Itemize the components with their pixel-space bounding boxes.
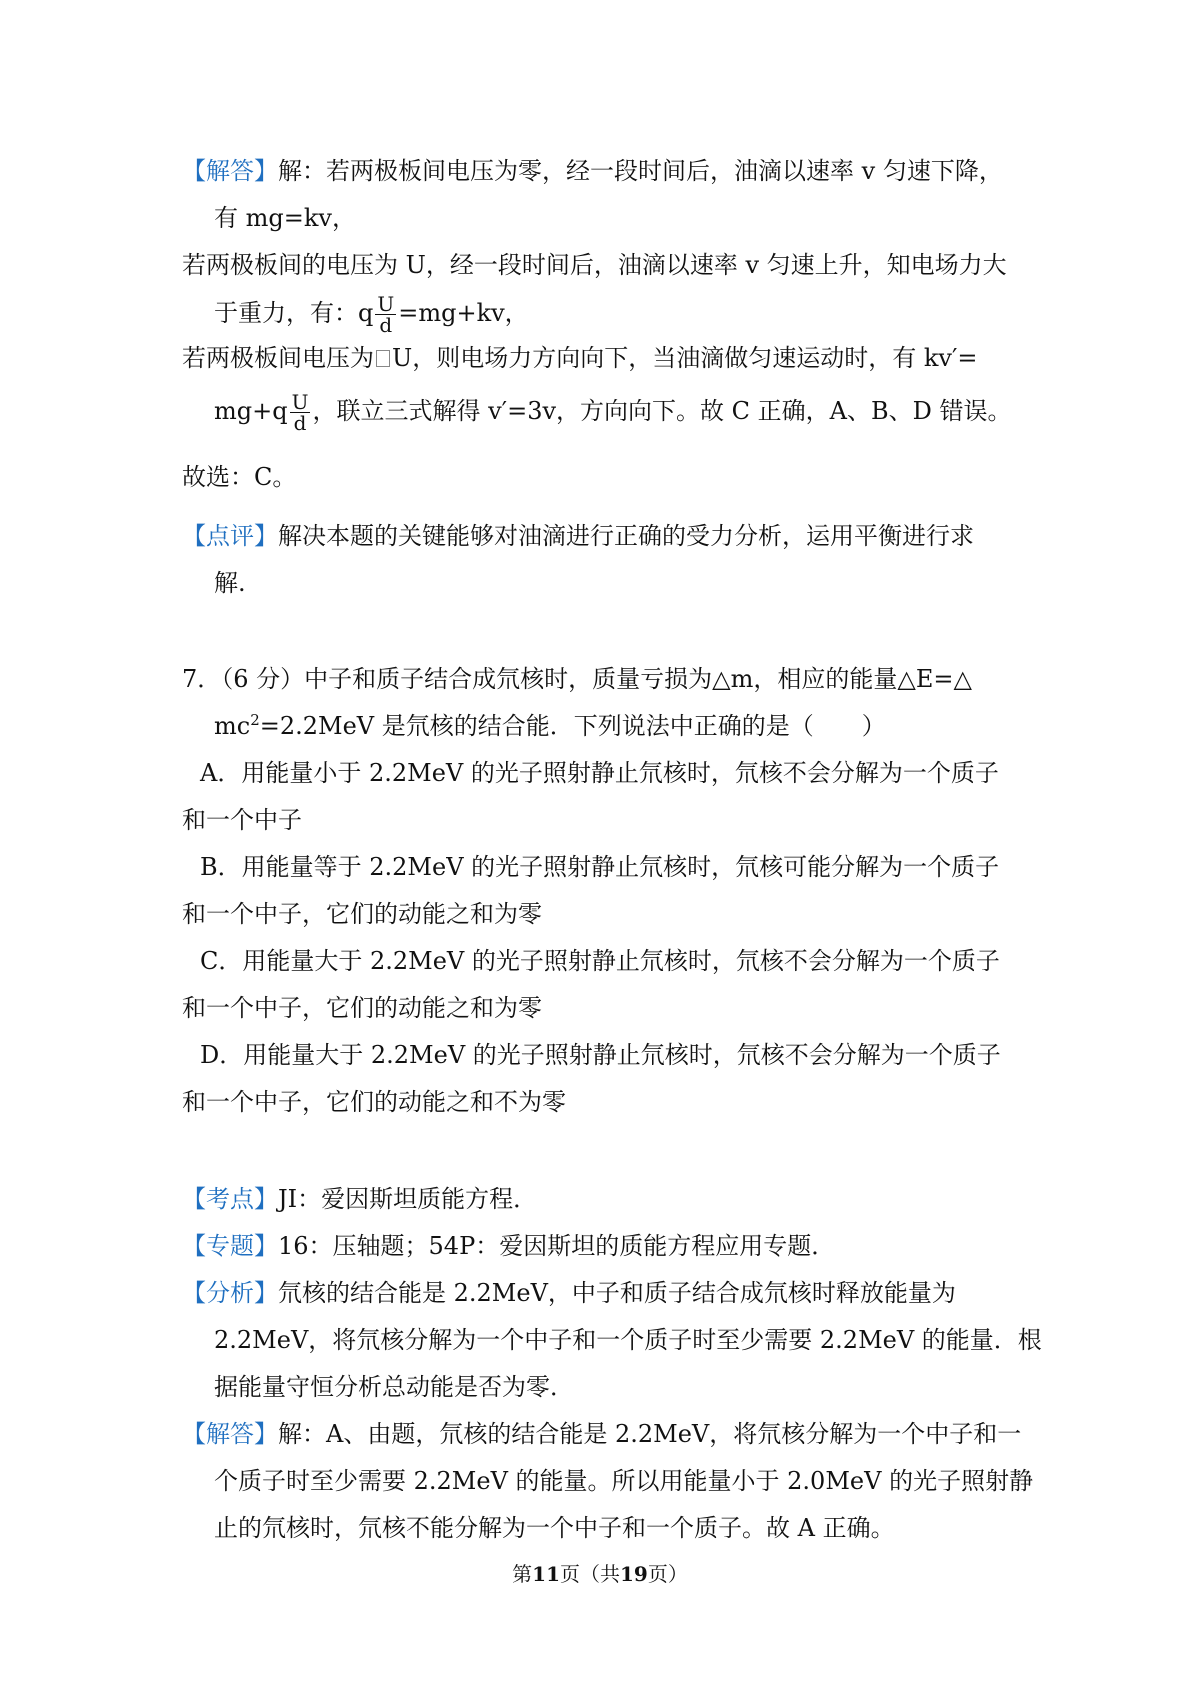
answer-line [214, 294, 529, 335]
jieda-tag: 【解答】 [182, 1420, 278, 1448]
fenxi-line: 据能量守恒分析总动能是否为零． [214, 1373, 574, 1401]
option-c-cont: 和一个中子，它们的动能之和为零 [182, 994, 542, 1022]
jieda-line: 止的氘核时，氘核不能分解为一个中子和一个质子。故 A 正确。 [214, 1514, 895, 1542]
footer-text: 第 [512, 1562, 533, 1586]
answer-text: =mg+kv， [398, 299, 529, 327]
answer-line [214, 392, 1012, 433]
option-b: B．用能量等于 2.2MeV 的光子照射静止氘核时，氘核可能分解为一个质子 [200, 853, 1000, 881]
option-a: A．用能量小于 2.2MeV 的光子照射静止氘核时，氘核不会分解为一个质子 [200, 759, 999, 787]
zhuanti-text: 16：压轴题；54P：爱因斯坦的质能方程应用专题． [278, 1232, 836, 1260]
fenxi-text: 氘核的结合能是 2.2MeV，中子和质子结合成氘核时释放能量为 [278, 1279, 956, 1307]
fraction-denominator: d [293, 411, 307, 435]
option-b-cont: 和一个中子，它们的动能之和为零 [182, 900, 542, 928]
jieda-line: 个质子时至少需要 2.2MeV 的能量。所以用能量小于 2.0MeV 的光子照射静 [214, 1467, 1034, 1495]
answer-line: 若两极板间的电压为 U，经一段时间后，油滴以速率 v 匀速上升，知电场力大 [182, 251, 1007, 279]
answer-line [182, 154, 1003, 188]
fraction [375, 294, 396, 335]
fraction-denominator: d [379, 313, 393, 337]
fraction-numerator: U [377, 292, 395, 316]
total-pages: 19 [620, 1562, 648, 1586]
answer-tag: 【解答】 [182, 157, 278, 185]
stem-text: =2.2MeV 是氘核的结合能．下列说法中正确的是（ ） [259, 712, 886, 740]
missing-glyph-box [376, 350, 390, 367]
answer-line: 有 mg=kv， [214, 204, 356, 232]
fenxi-line [182, 1276, 956, 1310]
comment-line: 解. [214, 569, 246, 597]
page-number: 11 [532, 1562, 560, 1586]
fraction-numerator: U [291, 390, 309, 414]
comment-text: 解决本题的关键能够对油滴进行正确的受力分析，运用平衡进行求 [278, 522, 974, 550]
answer-line [182, 341, 978, 375]
zhuanti-tag: 【专题】 [182, 1232, 278, 1260]
fenxi-tag: 【分析】 [182, 1279, 278, 1307]
jieda-text: 解：A、由题，氘核的结合能是 2.2MeV，将氘核分解为一个中子和一 [278, 1420, 1022, 1448]
answer-text: U，则电场力方向向下，当油滴做匀速运动时，有 kv′= [392, 344, 978, 372]
question-stem [214, 709, 886, 743]
question-stem: 7．（6 分）中子和质子结合成氘核时，质量亏损为△m，相应的能量△E=△ [182, 665, 972, 693]
kaodian-text: JI：爱因斯坦质能方程． [278, 1185, 538, 1213]
comment-line [182, 519, 974, 553]
footer-text: 页） [647, 1562, 688, 1586]
option-d: D．用能量大于 2.2MeV 的光子照射静止氘核时，氘核不会分解为一个质子 [200, 1041, 1001, 1069]
option-a-cont: 和一个中子 [182, 806, 302, 834]
comment-tag: 【点评】 [182, 522, 278, 550]
fraction [290, 392, 311, 433]
option-d-cont: 和一个中子，它们的动能之和不为零 [182, 1088, 566, 1116]
answer-choice: 故选：C。 [182, 463, 297, 491]
superscript: 2 [250, 711, 260, 729]
answer-text: 若两极板间电压为 [182, 344, 374, 372]
option-c: C．用能量大于 2.2MeV 的光子照射静止氘核时，氘核不会分解为一个质子 [200, 947, 1000, 975]
kaodian-tag: 【考点】 [182, 1185, 278, 1213]
zhuanti-line [182, 1229, 835, 1263]
kaodian-line [182, 1182, 537, 1216]
answer-text: mg+q [214, 397, 288, 425]
fenxi-line: 2.2MeV，将氘核分解为一个中子和一个质子时至少需要 2.2MeV 的能量．根 [214, 1326, 1042, 1354]
answer-text: ，联立三式解得 v′=3v，方向向下。故 C 正确，A、B、D 错误。 [312, 397, 1012, 425]
answer-text: 解：若两极板间电压为零，经一段时间后，油滴以速率 v 匀速下降， [278, 157, 1003, 185]
footer-text: 页（共 [560, 1562, 620, 1586]
page-footer [0, 1560, 1200, 1588]
answer-text: 于重力，有：q [214, 299, 374, 327]
jieda-line [182, 1417, 1021, 1451]
stem-text: mc [214, 712, 251, 740]
